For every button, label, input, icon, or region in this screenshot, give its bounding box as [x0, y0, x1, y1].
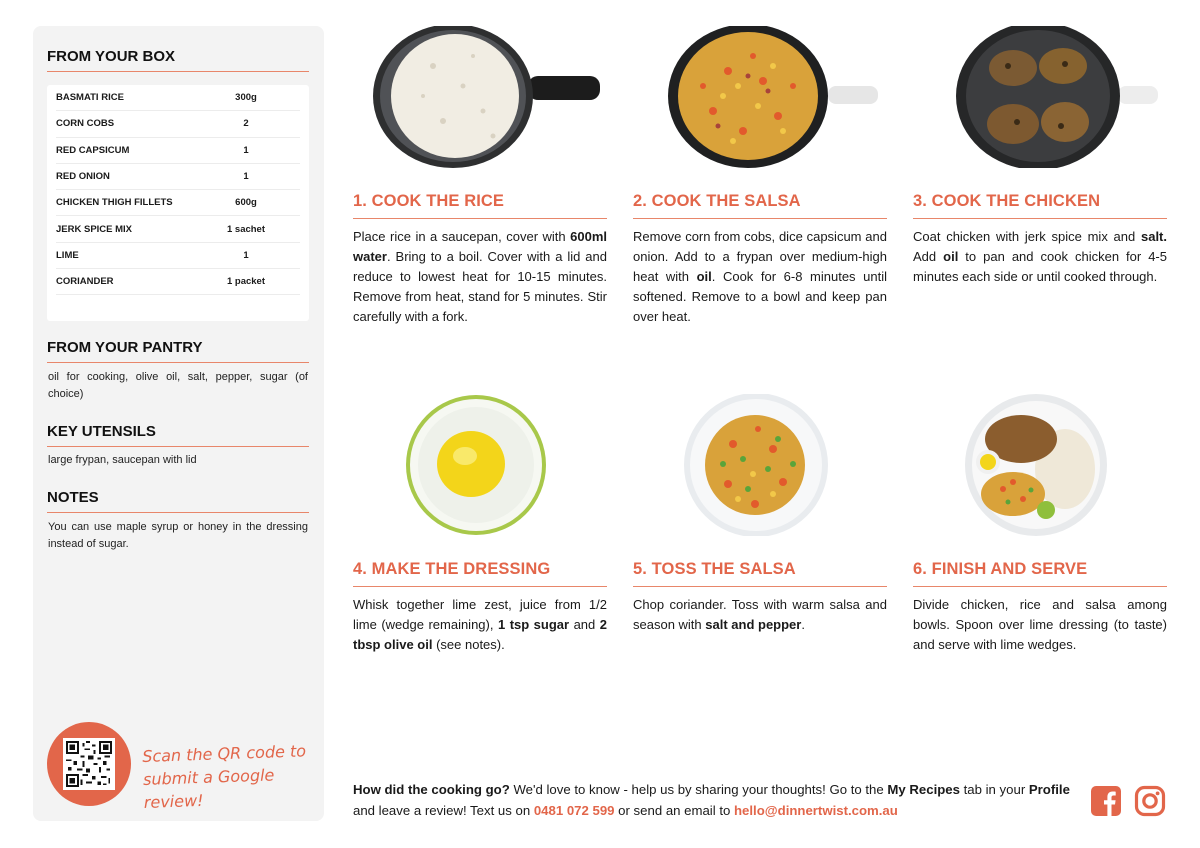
email-link[interactable]: hello@dinnertwist.com.au — [734, 803, 898, 818]
feedback-footer — [353, 779, 1083, 821]
ingredient-name: LIME — [56, 249, 79, 261]
ingredient-row — [56, 138, 300, 164]
ingredient-name: RED CAPSICUM — [56, 144, 130, 156]
step-6-image — [913, 394, 1167, 536]
step-5-image — [633, 394, 887, 536]
footer-text: We'd love to know - help us by sharing your thoughts! Go to the — [509, 782, 888, 797]
footer-text: tab in your — [959, 782, 1029, 797]
step-1-text — [353, 227, 607, 327]
text-run: Add — [913, 249, 944, 264]
text-emphasis: oil — [943, 249, 959, 264]
step-2-text — [633, 227, 887, 327]
ingredient-qty: 1 sachet — [226, 223, 266, 235]
ingredient-row — [56, 243, 300, 269]
step-1-title: 1. COOK THE RICE — [353, 192, 607, 219]
text-run: Place rice in a saucepan, cover with — [353, 229, 571, 244]
ingredient-row — [56, 190, 300, 216]
notes-text: You can use maple syrup or honey in the dressing instead of sugar. — [48, 521, 308, 550]
step-4-image — [353, 394, 607, 536]
box-title: FROM YOUR BOX — [47, 48, 309, 72]
text-run: Divide chicken, rice and salsa among bowls. Spoon over lime dressing (to taste) and serve with lime wedges. — [913, 597, 1167, 652]
ingredient-name: BASMATI RICE — [56, 92, 124, 104]
text-run: Coat chicken with jerk spice mix and — [913, 229, 1141, 244]
ingredient-qty: 2 — [243, 118, 249, 130]
step-6-text — [913, 595, 1167, 655]
text-run: . Cook for 6-8 minutes until softened. Remove to a bowl and keep pan over heat. — [633, 269, 887, 324]
pantry-text: oil for cooking, olive oil, salt, pepper, sugar (of choice) — [48, 371, 308, 400]
ingredient-name: CORN COBS — [56, 118, 115, 130]
text-run: . Bring to a boil. Cover with a lid and reduce to lowest heat for 10-15 minutes. Remove from heat, stand for 5 minutes. Stir carefully with a fork. — [353, 249, 607, 324]
footer-text: or send an email to — [614, 803, 734, 818]
footer-question: How did the cooking go? — [353, 782, 510, 797]
ingredient-qty: 300g — [235, 92, 257, 104]
ingredient-qty: 1 — [243, 171, 249, 183]
qr-badge — [47, 722, 131, 806]
ingredient-qty: 1 packet — [226, 276, 266, 288]
utensils-title: KEY UTENSILS — [47, 423, 309, 447]
text-emphasis: 1 tsp sugar — [497, 617, 570, 632]
facebook-icon[interactable] — [1090, 785, 1122, 817]
footer-text: and leave a review! Text us on — [353, 803, 534, 818]
step-5-title: 5. TOSS THE SALSA — [633, 560, 887, 587]
text-emphasis: oil — [696, 269, 712, 284]
text-run: and — [569, 617, 600, 632]
text-run: Whisk together lime zest, juice from 1/2 lime (wedge remaining), — [353, 597, 607, 632]
text-run: Chop coriander. Toss with warm salsa and season with — [633, 597, 887, 632]
step-4-title: 4. MAKE THE DRESSING — [353, 560, 607, 587]
ingredient-row — [56, 85, 300, 111]
text-run: (see notes). — [432, 637, 505, 652]
qr-caption: Scan the QR code to submit a Google review! — [141, 741, 307, 812]
step-5-text — [633, 595, 887, 635]
ingredient-qty: 1 — [243, 249, 249, 261]
utensils-text: large frypan, saucepan with lid — [48, 454, 197, 466]
ingredient-row — [56, 269, 300, 295]
text-emphasis: 600ml water — [353, 229, 607, 264]
text-emphasis: salt. — [1140, 229, 1167, 244]
ingredient-row — [56, 164, 300, 190]
step-3-title: 3. COOK THE CHICKEN — [913, 192, 1167, 219]
notes-title: NOTES — [47, 489, 309, 513]
ingredient-name: RED ONION — [56, 171, 110, 183]
instagram-icon[interactable] — [1134, 785, 1166, 817]
ingredient-qty: 600g — [235, 197, 257, 209]
ingredient-row — [56, 216, 300, 242]
ingredient-name: CHICKEN THIGH FILLETS — [56, 197, 173, 209]
text-emphasis: 2 tbsp olive oil — [353, 617, 607, 652]
text-emphasis: salt and pepper — [705, 617, 802, 632]
step-1-image — [353, 26, 607, 168]
phone-link[interactable]: 0481 072 599 — [533, 803, 615, 818]
text-run: to pan and cook chicken for 4-5 minutes each side or until cooked through. — [913, 249, 1167, 284]
step-6-title: 6. FINISH AND SERVE — [913, 560, 1167, 587]
ingredient-name: JERK SPICE MIX — [56, 223, 133, 235]
pantry-title: FROM YOUR PANTRY — [47, 339, 309, 363]
step-3-image — [913, 26, 1167, 168]
step-3-text — [913, 227, 1167, 287]
my-recipes-link[interactable]: My Recipes — [887, 782, 960, 797]
ingredient-qty: 1 — [243, 144, 249, 156]
sidebar — [33, 26, 324, 821]
ingredient-name: CORIANDER — [56, 276, 114, 288]
step-4-text — [353, 595, 607, 655]
qr-code[interactable] — [63, 738, 115, 790]
step-2-title: 2. COOK THE SALSA — [633, 192, 887, 219]
step-2-image — [633, 26, 887, 168]
text-run: Remove corn from cobs, dice capsicum and onion. Add to a frypan over medium-high heat with — [633, 229, 887, 284]
ingredient-row — [56, 111, 300, 137]
text-run: . — [801, 617, 805, 632]
ingredients-table — [47, 85, 309, 321]
profile-link[interactable]: Profile — [1028, 782, 1070, 797]
